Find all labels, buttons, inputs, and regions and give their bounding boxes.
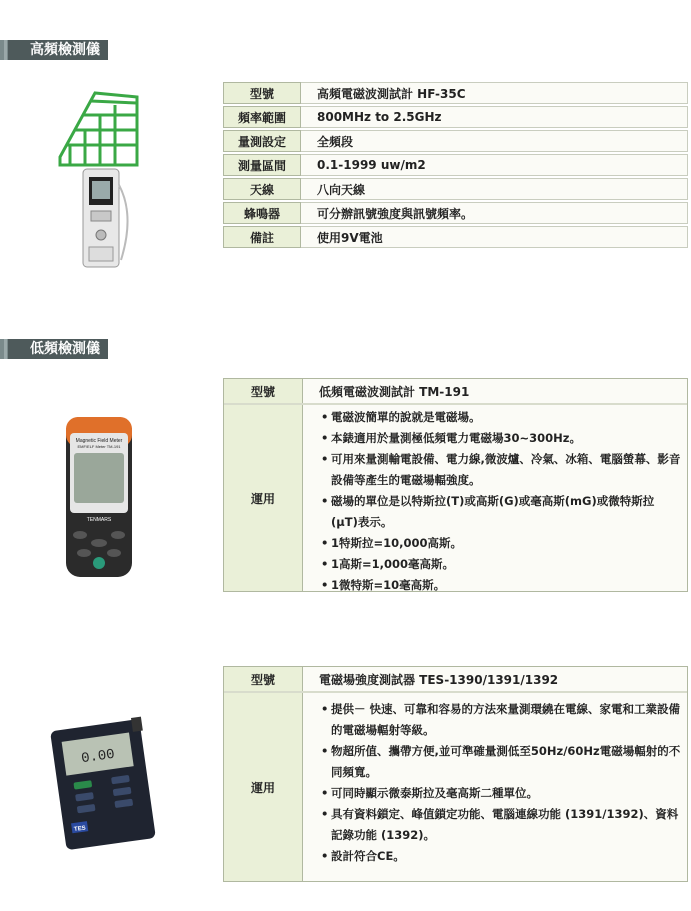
spec-row: [223, 202, 688, 224]
usage-list: [319, 699, 681, 867]
em-field-spec-box: [223, 666, 688, 882]
list-item: • 提供－ 快速、可靠和容易的方法來量測環繞在電線、家電和工業設備的電磁場輻射等級。: [319, 699, 681, 741]
usage-label: 運用: [224, 405, 303, 591]
usage-row: [224, 693, 687, 881]
usage-label: 運用: [224, 693, 303, 881]
model-value: 低頻電磁波測試計 TM-191: [303, 379, 687, 403]
tm191-brand: TENMARS: [86, 517, 112, 523]
model-label: 型號: [224, 379, 303, 403]
list-item: • 1微特斯=10毫高斯。: [319, 575, 681, 596]
spec-row: [223, 130, 688, 152]
list-item: • 設計符合CE。: [319, 846, 681, 867]
high-frequency-spec-table: [223, 80, 688, 250]
tes1390-meter-image: [40, 715, 160, 855]
section-title-high: 高頻檢測儀: [0, 40, 108, 60]
low-frequency-spec-box: [223, 378, 688, 592]
tm191-label-1: Magnetic Field Meter: [75, 438, 123, 444]
list-item: • 磁場的單位是以特斯拉(T)或高斯(G)或毫高斯(mG)或微特斯拉(μT)表示。: [319, 491, 681, 533]
spec-value: 使用9V電池: [301, 226, 688, 248]
section-title-low: 低頻檢測儀: [0, 339, 108, 359]
model-row: [224, 379, 687, 405]
tes-display-value: 0.00: [80, 746, 116, 768]
spec-value: 全頻段: [301, 130, 688, 152]
model-value: 電磁場強度測試器 TES-1390/1391/1392: [303, 667, 687, 691]
spec-row: [223, 82, 688, 104]
list-item: • 本錶適用於量測極低頻電力電磁場30~300Hz。: [319, 428, 681, 449]
tm191-label-2: EMF/ELF Meter TM-191: [77, 444, 121, 449]
tm191-meter-image: [66, 415, 132, 580]
usage-row: [224, 405, 687, 591]
spec-label: 天線: [223, 178, 301, 200]
spec-label: 備註: [223, 226, 301, 248]
list-item: • 具有資料鎖定、峰值鎖定功能、電腦連線功能 (1391/1392)、資料記錄功能 (1392)。: [319, 804, 681, 846]
list-item: • 1特斯拉=10,000高斯。: [319, 533, 681, 554]
usage-list: [319, 407, 681, 596]
spec-value: 高頻電磁波測試計 HF-35C: [301, 82, 688, 104]
list-item: • 電磁波簡單的說就是電磁場。: [319, 407, 681, 428]
spec-row: [223, 106, 688, 128]
spec-row: [223, 154, 688, 176]
list-item: • 可同時顯示微泰斯拉及毫高斯二種單位。: [319, 783, 681, 804]
list-item: • 可用來量測輸電設備、電力線,微波爐、冷氣、冰箱、電腦螢幕、影音設備等產生的電磁場輻強度。: [319, 449, 681, 491]
spec-label: 蜂鳴器: [223, 202, 301, 224]
spec-row: [223, 178, 688, 200]
spec-value: 可分辦訊號強度與訊號頻率。: [301, 202, 688, 224]
model-row: [224, 667, 687, 693]
list-item: • 物超所值、攜帶方便,並可準確量測低至50Hz/60Hz電磁場輻射的不同頻寬。: [319, 741, 681, 783]
spec-label: 頻率範圍: [223, 106, 301, 128]
spec-row: [223, 226, 688, 248]
tes-brand: TES: [73, 825, 87, 834]
spec-value: 0.1-1999 uw/m2: [301, 154, 688, 176]
list-item: • 1高斯=1,000毫高斯。: [319, 554, 681, 575]
spec-label: 測量區間: [223, 154, 301, 176]
hf35c-meter-image: [55, 85, 145, 270]
model-label: 型號: [224, 667, 303, 691]
spec-label: 量測設定: [223, 130, 301, 152]
spec-value: 800MHz to 2.5GHz: [301, 106, 688, 128]
spec-value: 八向天線: [301, 178, 688, 200]
spec-label: 型號: [223, 82, 301, 104]
